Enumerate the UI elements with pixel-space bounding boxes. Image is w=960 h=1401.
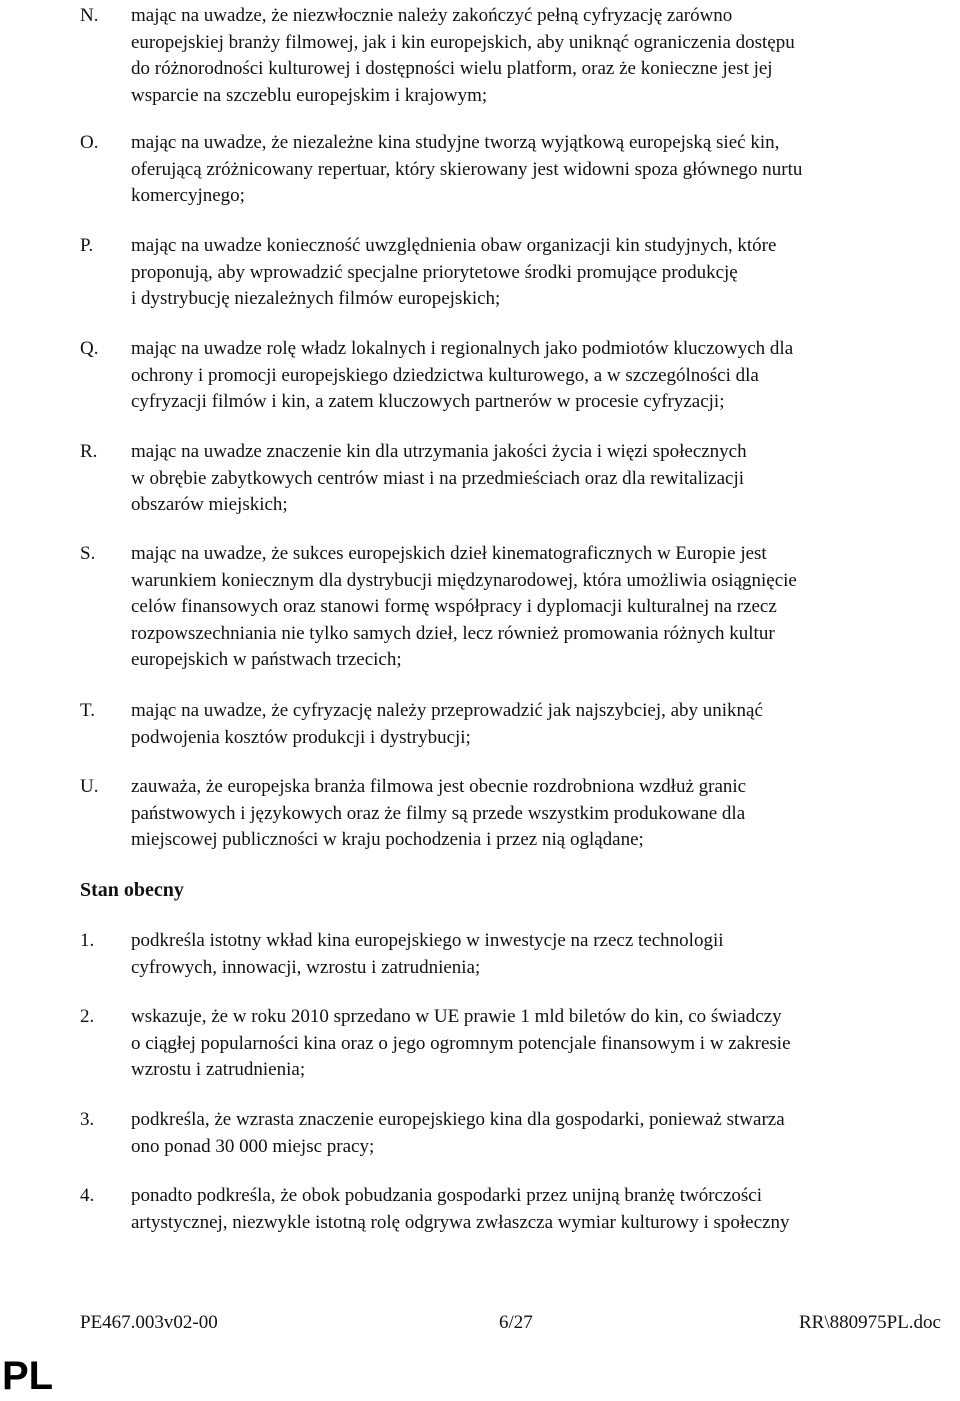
text-line: mając na uwadze, że niezwłocznie należy zakończyć pełną cyfryzację zarówno xyxy=(131,5,733,26)
text-line: mając na uwadze konieczność uwzględnienia obaw organizacji kin studyjnych, które xyxy=(131,235,777,256)
recital-text xyxy=(131,3,951,109)
recital-text xyxy=(131,698,951,751)
text-line: o ciągłej popularności kina oraz o jego ogromnym potencjale finansowym i w zakresie xyxy=(131,1032,791,1054)
recital-marker: P. xyxy=(80,235,94,256)
text-line: mając na uwadze znaczenie kin dla utrzymania jakości życia i więzi społecznych xyxy=(131,441,747,462)
text-line: oferującą zróżnicowany repertuar, który skierowany jest widowni spoza głównego nurtu xyxy=(131,158,803,180)
recital-text xyxy=(131,336,951,416)
text-line: mając na uwadze rolę władz lokalnych i regionalnych jako podmiotów kluczowych dla xyxy=(131,338,794,359)
point-marker: 4. xyxy=(80,1185,95,1206)
text-line: mając na uwadze, że cyfryzację należy przeprowadzić jak najszybciej, aby uniknąć xyxy=(131,700,763,721)
text-line: w obrębie zabytkowych centrów miast i na przedmieściach oraz dla rewitalizacji xyxy=(131,467,745,489)
text-line: artystycznej, niezwykle istotną rolę odgrywa zwłaszcza wymiar kulturowy i społeczny xyxy=(131,1211,790,1233)
footer-file-ref: RR\880975PL.doc xyxy=(799,1312,941,1333)
footer-doc-ref: PE467.003v02-00 xyxy=(80,1312,218,1333)
text-line: podkreśla istotny wkład kina europejskiego w inwestycje na rzecz technologii xyxy=(131,930,724,951)
point-marker: 3. xyxy=(80,1109,95,1130)
text-line: europejskiej branży filmowej, jak i kin europejskich, aby uniknąć ograniczenia dostępu xyxy=(131,31,795,53)
recital-text xyxy=(131,130,951,210)
text-line: proponują, aby wprowadzić specjalne priorytetowe środki promujące produkcję xyxy=(131,261,738,283)
recital-marker: N. xyxy=(80,5,99,26)
text-line: podkreśla, że wzrasta znaczenie europejskiego kina dla gospodarki, ponieważ stwarza xyxy=(131,1109,785,1130)
text-line: do różnorodności kulturowej i dostępności wielu platform, oraz że konieczne jest jej xyxy=(131,58,773,79)
text-line: i dystrybucję niezależnych filmów europejskich; xyxy=(131,288,501,309)
text-line: cyfrowych, innowacji, wzrostu i zatrudnienia; xyxy=(131,956,481,978)
point-text xyxy=(131,1004,951,1084)
text-line: rozpowszechniania nie tylko samych dzieł, lecz również promowania różnych kultur xyxy=(131,622,775,644)
section-heading: Stan obecny xyxy=(80,879,184,901)
recital-marker: S. xyxy=(80,543,96,564)
recital-marker: T. xyxy=(80,700,95,721)
recital-marker: U. xyxy=(80,776,99,797)
point-text xyxy=(131,1183,951,1236)
text-line: obszarów miejskich; xyxy=(131,494,288,515)
text-line: cyfryzacji filmów i kin, a zatem kluczowych partnerów w procesie cyfryzacji; xyxy=(131,391,725,412)
text-line: mając na uwadze, że sukces europejskich dzieł kinematograficznych w Europie jest xyxy=(131,543,767,564)
text-line: państwowych i językowych oraz że filmy są przede wszystkim produkowane dla xyxy=(131,802,746,824)
text-line: zauważa, że europejska branża filmowa jest obecnie rozdrobniona wzdłuż granic xyxy=(131,776,747,797)
language-code: PL xyxy=(2,1354,54,1398)
point-marker: 2. xyxy=(80,1006,95,1027)
footer-page-number: 6/27 xyxy=(499,1312,533,1333)
recital-text xyxy=(131,774,951,854)
recital-marker: R. xyxy=(80,441,98,462)
text-line: komercyjnego; xyxy=(131,185,245,206)
text-line: wsparcie na szczeblu europejskim i krajowym; xyxy=(131,84,488,106)
point-text xyxy=(131,928,951,981)
text-line: miejscowej publiczności w kraju pochodzenia i przez nią oglądane; xyxy=(131,829,644,850)
text-line: warunkiem koniecznym dla dystrybucji międzynarodowej, która umożliwia osiągnięcie xyxy=(131,569,797,591)
text-line: wskazuje, że w roku 2010 sprzedano w UE prawie 1 mld biletów do kin, co świadczy xyxy=(131,1006,782,1027)
recital-text xyxy=(131,541,951,674)
text-line: wzrostu i zatrudnienia; xyxy=(131,1059,306,1080)
text-line: podwojenia kosztów produkcji i dystrybucji; xyxy=(131,726,471,748)
text-line: europejskich w państwach trzecich; xyxy=(131,649,402,670)
text-line: celów finansowych oraz stanowi formę współpracy i dyplomacji kulturalnej na rzecz xyxy=(131,596,777,617)
recital-text xyxy=(131,439,951,519)
recital-text xyxy=(131,233,951,313)
recital-marker: O. xyxy=(80,132,99,153)
point-text xyxy=(131,1107,951,1160)
text-line: ochrony i promocji europejskiego dziedzictwa kulturowego, a w szczególności dla xyxy=(131,364,759,386)
text-line: ono ponad 30 000 miejsc pracy; xyxy=(131,1135,375,1157)
text-line: ponadto podkreśla, że obok pobudzania gospodarki przez unijną branżę twórczości xyxy=(131,1185,762,1206)
point-marker: 1. xyxy=(80,930,95,951)
recital-marker: Q. xyxy=(80,338,99,359)
text-line: mając na uwadze, że niezależne kina studyjne tworzą wyjątkową europejską sieć kin, xyxy=(131,132,780,153)
